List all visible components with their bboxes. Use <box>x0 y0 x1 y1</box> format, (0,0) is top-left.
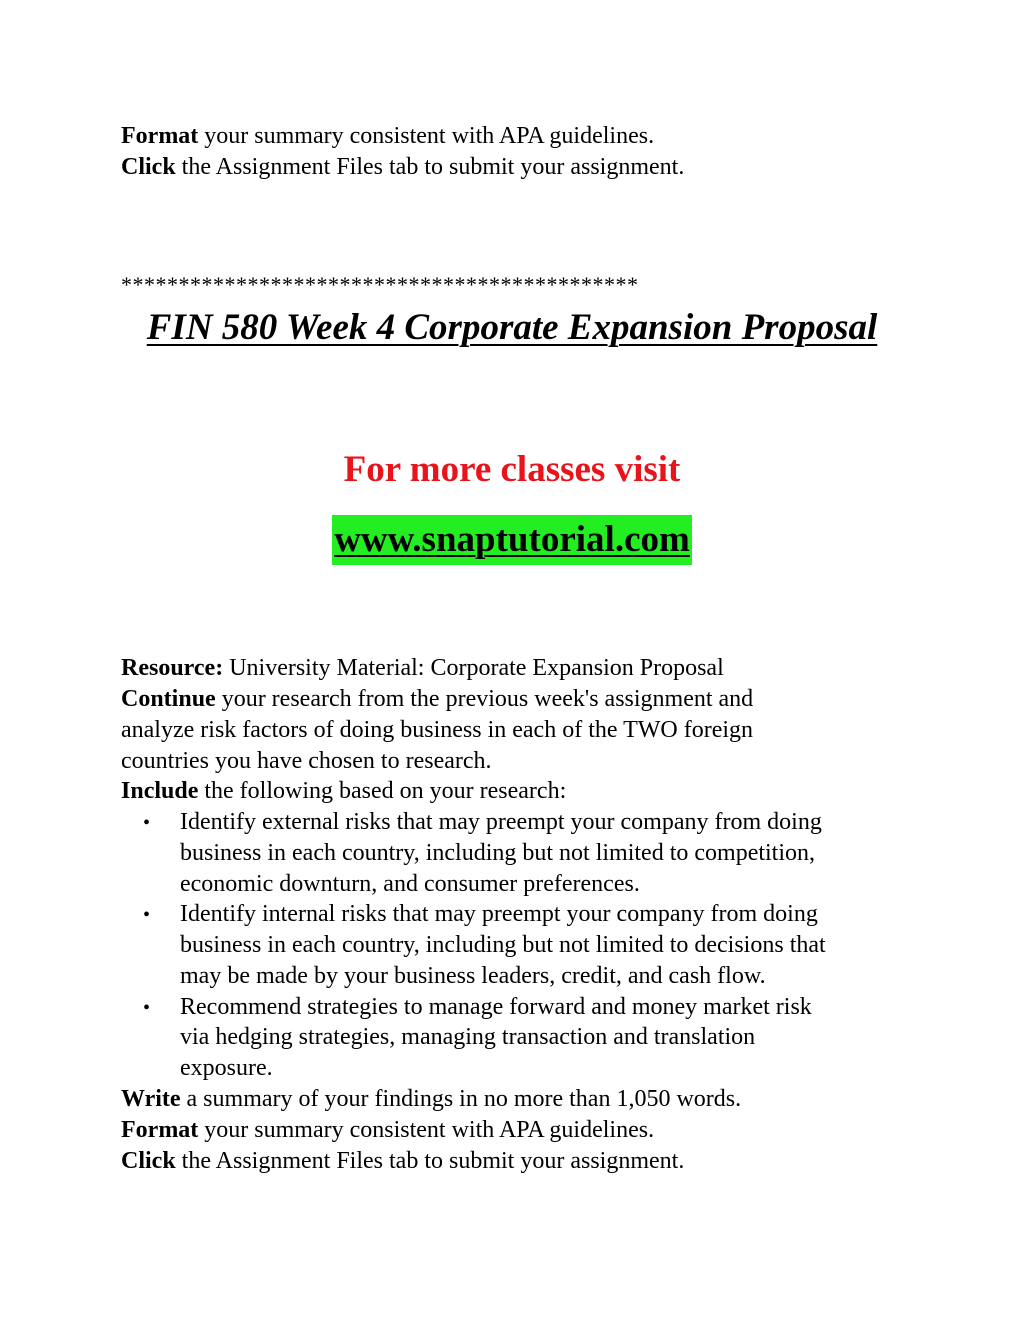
bullet-3-line-1: Recommend strategies to manage forward and money market risk <box>180 994 812 1020</box>
continue-text-1: your research from the previous week's assignment and <box>215 686 754 712</box>
bullet-1-line-3: economic downturn, and consumer preferences. <box>180 871 640 897</box>
include-line <box>121 776 566 807</box>
promo-link-wrap <box>0 515 1024 565</box>
resource-keyword: Resource: <box>121 655 224 681</box>
top-click-line <box>121 152 684 183</box>
bullet-1-line-1: Identify external risks that may preempt your company from doing <box>180 809 822 835</box>
write-keyword: Write <box>121 1086 181 1112</box>
resource-text: University Material: Corporate Expansion Proposal <box>223 655 724 681</box>
page-title: FIN 580 Week 4 Corporate Expansion Proposal <box>146 307 878 348</box>
separator-stars: ********************************************* <box>121 272 639 297</box>
include-text: the following based on your research: <box>198 778 567 804</box>
include-keyword: Include <box>121 778 199 804</box>
bullet-1-line-2: business in each country, including but not limited to competition, <box>180 840 816 866</box>
write-text: a summary of your findings in no more than 1,050 words. <box>180 1086 742 1112</box>
bullet-marker-1: • <box>143 812 151 834</box>
bullet-3-line-3: exposure. <box>180 1055 273 1081</box>
bullet-2-line-2: business in each country, including but not limited to decisions that <box>180 932 826 958</box>
click-keyword-bottom: Click <box>121 1148 176 1174</box>
click-text-bottom: the Assignment Files tab to submit your assignment. <box>175 1148 685 1174</box>
write-line <box>121 1084 741 1115</box>
continue-line-2: analyze risk factors of doing business in each of the TWO foreign <box>121 717 754 743</box>
resource-line <box>121 653 724 684</box>
snaptutorial-link[interactable]: www.snaptutorial.com <box>332 515 692 565</box>
format-keyword-bottom: Format <box>121 1117 199 1143</box>
bullet-marker-3: • <box>143 997 151 1019</box>
bullet-3-line-2: via hedging strategies, managing transaction and translation <box>180 1024 756 1050</box>
format-text: your summary consistent with APA guidelines. <box>198 123 655 149</box>
format-line <box>121 1115 654 1146</box>
format-text-bottom: your summary consistent with APA guidelines. <box>198 1117 655 1143</box>
bullet-2-line-1: Identify internal risks that may preempt your company from doing <box>180 901 818 927</box>
click-text: the Assignment Files tab to submit your assignment. <box>175 154 685 180</box>
top-format-line <box>121 121 654 152</box>
bullet-2-line-3: may be made by your business leaders, credit, and cash flow. <box>180 963 766 989</box>
format-keyword: Format <box>121 123 199 149</box>
click-line <box>121 1146 684 1177</box>
promo-heading: For more classes visit <box>343 449 681 490</box>
bullet-marker-2: • <box>143 904 151 926</box>
continue-line-1 <box>121 684 753 715</box>
continue-keyword: Continue <box>121 686 216 712</box>
click-keyword: Click <box>121 154 176 180</box>
continue-line-3: countries you have chosen to research. <box>121 748 492 774</box>
